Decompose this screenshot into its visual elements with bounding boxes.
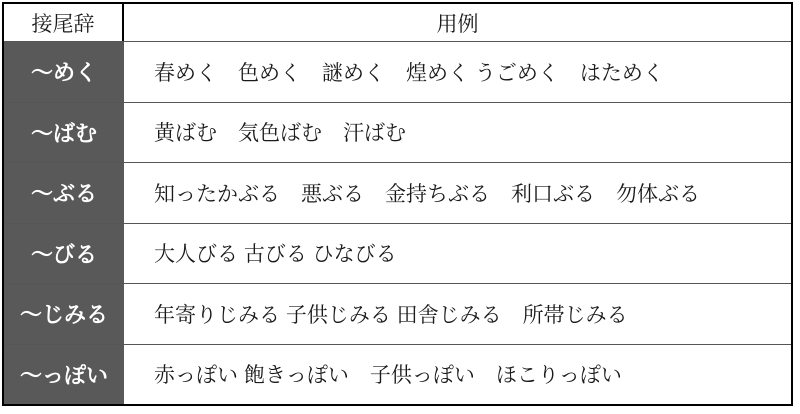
examples-text: 黄ばむ 気色ばむ 汗ばむ [154, 122, 406, 146]
examples-text: 春めく 色めく 謎めく 煌めく うごめく はためく [154, 61, 664, 85]
table-header-row [4, 4, 791, 41]
examples-text: 大人びる 古びる ひなびる [154, 243, 397, 267]
column-header-suffix: 接尾辞 [4, 4, 124, 41]
suffix-label: ～めく [4, 42, 124, 102]
suffix-label: ～ばむ [4, 103, 124, 163]
suffix-label: ～ぶる [4, 163, 124, 223]
suffix-label: ～びる [4, 224, 124, 284]
table-row-buru [4, 162, 791, 223]
table-row-biru [4, 223, 791, 284]
suffix-label: ～じみる [4, 284, 124, 344]
examples-text: 知ったかぶる 悪ぶる 金持ちぶる 利口ぶる 勿体ぶる [154, 182, 700, 206]
table-row-bamu [4, 102, 791, 163]
column-header-examples: 用例 [436, 12, 479, 36]
table-row-ppoi [4, 344, 791, 405]
table-row-meku [4, 41, 791, 102]
suffix-label: ～っぽい [4, 345, 124, 405]
japanese-suffix-table [2, 2, 793, 406]
table-row-jimiru [4, 283, 791, 344]
examples-text: 年寄りじみる 子供じみる 田舎じみる 所帯じみる [154, 303, 628, 327]
examples-text: 赤っぽい 飽きっぽい 子供っぽい ほこりっぽい [154, 364, 622, 388]
